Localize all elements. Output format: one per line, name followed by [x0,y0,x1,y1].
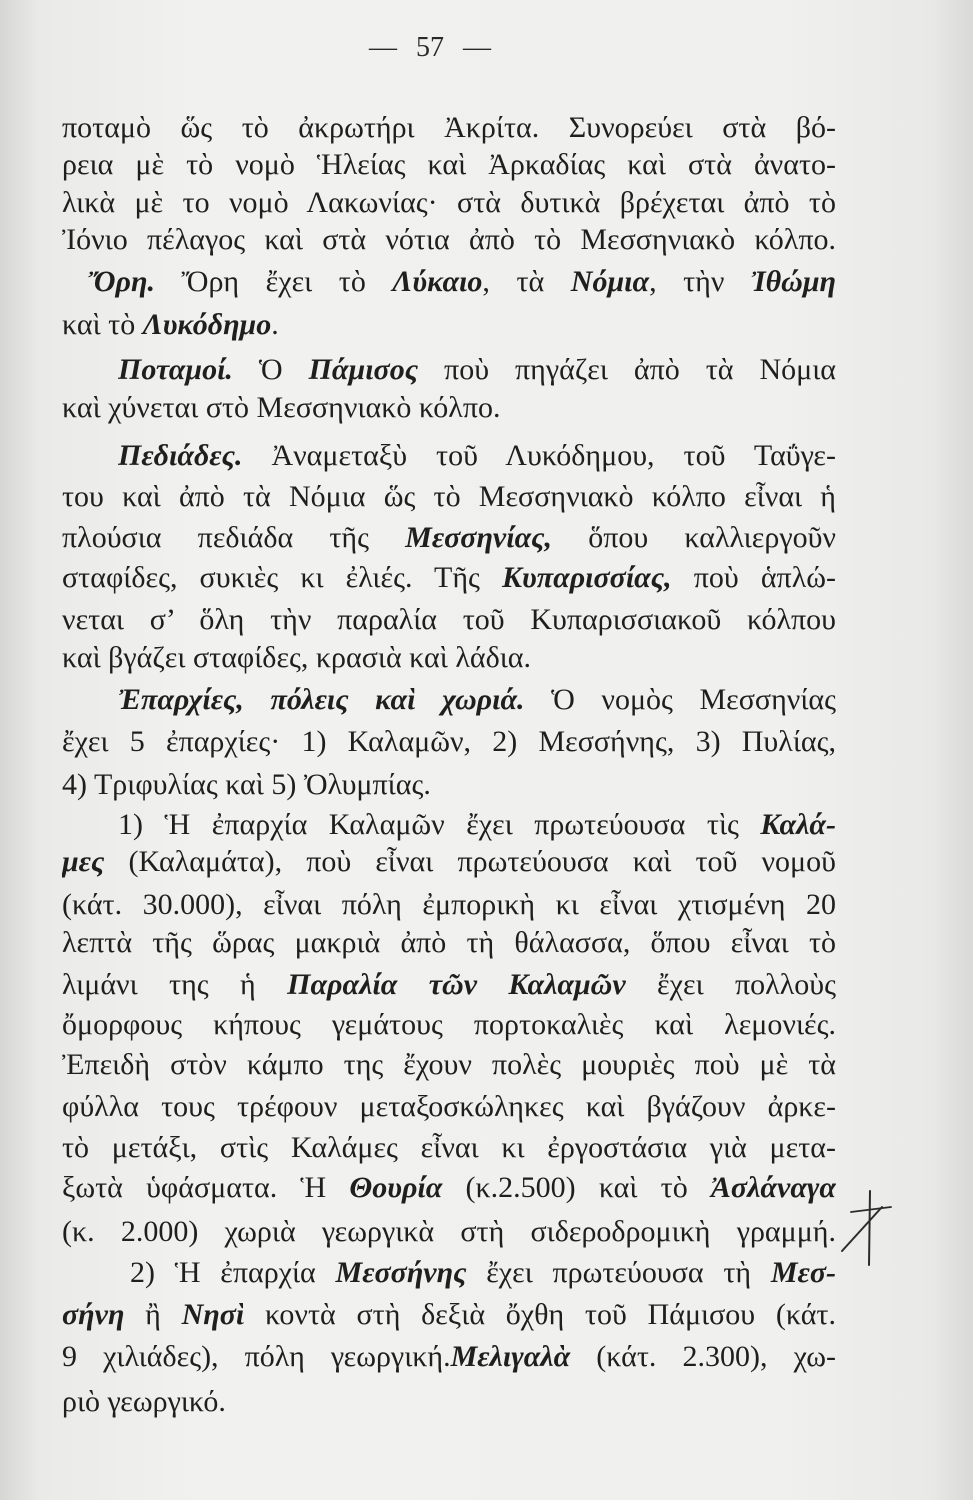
mark-vertical-stroke [869,1191,870,1265]
text-line [62,145,836,185]
text-line [118,436,836,476]
text-segment: λικὰ μὲ το νομὸ Λακωνίας· στὰ δυτικὰ βρέχεται ἀπὸ τὸ [62,186,836,219]
emphasized-text: Κυπαρισσίας, [502,561,672,594]
text-segment: 1) Ἡ ἐπαρχία Καλαμῶν ἔχει πρωτεύουσα τὶς [118,808,761,841]
text-line [62,518,836,558]
text-segment: ρεια μὲ τὸ νομὸ Ἡλείας καὶ Ἀρκαδίας καὶ στὰ ἀνατο- [62,148,836,181]
section-heading: Ἐπαρχίες, πόλεις καὶ χωριά. [118,683,525,716]
text-segment: ἔχει πολλοὺς [625,968,836,1001]
text-segment: σταφίδες, συκιὲς κι ἐλιές. Τῆς [62,561,503,594]
text-segment: ἔχει 5 ἐπαρχίες· 1) Καλαμῶν, 2) Μεσσήνης, 3) Πυλίας, [62,725,836,758]
emphasized-text: Παραλία τῶν Καλαμῶν [287,968,626,1001]
text-segment: λιμάνι της ἡ [62,968,288,1001]
emphasized-text: Καλά- [760,808,836,841]
text-segment: ἢ [124,1298,182,1331]
text-segment: Ὁ νομὸς Μεσσηνίας [524,683,836,716]
text-segment: , τὴν [649,265,751,298]
text-line [62,885,836,925]
text-segment: καὶ τὸ [62,308,143,341]
section-heading: Ποταμοί. [118,353,233,386]
text-line [62,305,836,345]
text-line [62,722,836,762]
text-segment: 9 χιλιάδες), πόλη γεωργική. [62,1340,451,1373]
emphasized-text: Μεσσηνίας, [405,521,553,554]
text-segment: 2) Ἡ ἐπαρχία [130,1256,336,1289]
mark-diagonal-stroke [842,1207,882,1251]
text-segment: , τὰ [482,265,571,298]
emphasized-text: Θουρία [349,1171,443,1204]
text-segment: (Καλαμάτα), ποὺ εἶναι πρωτεύουσα καὶ τοῦ νομοῦ [104,845,836,878]
text-line [62,923,836,963]
text-line [62,765,836,805]
text-segment: ξωτὰ ὑφάσματα. Ἡ [62,1171,350,1204]
text-line [88,262,836,302]
text-segment: (κάτ. 30.000), εἶναι πόλη ἐμπορικὴ κι εἶναι χτισμένη 20 [62,888,836,921]
text-line [62,558,836,598]
emphasized-text: Λύκαιο [392,265,483,298]
text-line [62,108,836,148]
emphasized-text: Νησὶ [181,1298,245,1331]
text-line [62,1168,836,1208]
text-segment: 4) Τριφυλίας καὶ 5) Ὀλυμπίας. [62,768,431,801]
text-segment: ποὺ πηγάζει ἀπὸ τὰ Νόμια [418,353,836,386]
emphasized-text: σήνη [62,1298,125,1331]
text-line [62,183,836,223]
text-segment: ποὺ ἁπλώ- [671,561,836,594]
text-line [62,1295,836,1335]
text-line [62,1045,836,1085]
text-segment: Ἐπειδὴ στὸν κάμπο της ἔχουν πολὲς μουριὲς ποὺ μὲ τὰ [62,1048,836,1081]
emphasized-text: Νόμια [570,265,650,298]
text-segment: Ἀναμεταξὺ τοῦ Λυκόδημου, τοῦ Ταΰγε- [242,439,836,472]
emphasized-text: Μεσ- [770,1256,836,1289]
text-segment: (κάτ. 2.300), χω- [570,1340,836,1373]
text-line [62,1382,836,1422]
text-segment: φύλλα τους τρέφουν μεταξοσκώληκες καὶ βγάζουν ἀρκε- [62,1090,836,1123]
text-segment: ποταμὸ ὥς τὸ ἀκρωτήρι Ἀκρίτα. Συνορεύει στὰ βό- [62,111,836,144]
text-segment: νεται σ’ ὅλη τὴν παραλία τοῦ Κυπαρισσιακοῦ κόλπου [62,603,836,636]
mark-horizontal-stroke [851,1207,891,1212]
text-line [62,638,836,678]
text-line [118,680,836,720]
text-segment: τὸ μετάξι, στὶς Καλάμες εἶναι κι ἐργοστάσια γιὰ μετα- [62,1131,836,1164]
emphasized-text: Μεσσήνης [335,1256,467,1289]
text-segment: Ὁ [232,353,309,386]
text-line [118,350,836,390]
text-segment: ὄμορφους κήπους γεμάτους πορτοκαλιὲς καὶ λεμονιές. [62,1008,836,1041]
section-heading: Πεδιάδες. [118,439,243,472]
text-segment: ὅπου καλλιεργοῦν [552,521,836,554]
text-line [62,965,836,1005]
text-segment: . [271,308,279,341]
text-line [62,1337,836,1377]
text-line [62,388,836,428]
handwritten-cross-mark [836,1185,896,1270]
text-segment: καὶ βγάζει σταφίδες, κρασιὰ καὶ λάδια. [62,641,532,674]
text-segment: καὶ χύνεται στὸ Μεσσηνιακὸ κόλπο. [62,391,501,424]
text-line [118,805,836,845]
text-segment: λεπτὰ τῆς ὥρας μακριὰ ἀπὸ τὴ θάλασσα, ὅπου εἶναι τὸ [62,926,836,959]
text-line [62,842,836,882]
text-segment: ριὸ γεωργικό. [62,1385,226,1418]
text-line [62,1128,836,1168]
text-line [130,1253,836,1293]
text-segment: πλούσια πεδιάδα τῆς [62,521,406,554]
text-line [62,1005,836,1045]
emphasized-text: Ἰθώμη [750,265,836,298]
emphasized-text: Πάμισος [308,353,419,386]
text-line [62,1087,836,1127]
text-segment: Ἰόνιο πέλαγος καὶ στὰ νότια ἀπὸ τὸ Μεσσηνιακὸ κόλπο. [62,223,836,256]
text-segment: (κ.2.500) καὶ τὸ [442,1171,711,1204]
text-segment: Ὄρη ἔχει τὸ [154,265,393,298]
text-line [62,600,836,640]
text-line [62,220,836,260]
text-segment: ἔχει πρωτεύουσα τὴ [466,1256,771,1289]
emphasized-text: Λυκόδημο [142,308,272,341]
page-number: — 57 — [369,32,491,63]
section-heading: Ὄρη. [88,265,155,298]
emphasized-text: Ἀσλάναγα [710,1171,836,1204]
text-segment: κοντὰ στὴ δεξιὰ ὄχθη τοῦ Πάμισου (κάτ. [244,1298,836,1331]
text-segment: του καὶ ἀπὸ τὰ Νόμια ὥς τὸ Μεσσηνιακὸ κόλπο εἶναι ἡ [62,480,836,513]
emphasized-text: Μελιγαλὰ [450,1340,571,1373]
emphasized-text: μες [62,845,105,878]
text-line [62,1212,836,1252]
text-line [62,477,836,517]
text-segment: (κ. 2.000) χωριὰ γεωργικὰ στὴ σιδεροδρομικὴ γραμμή. [62,1215,836,1248]
